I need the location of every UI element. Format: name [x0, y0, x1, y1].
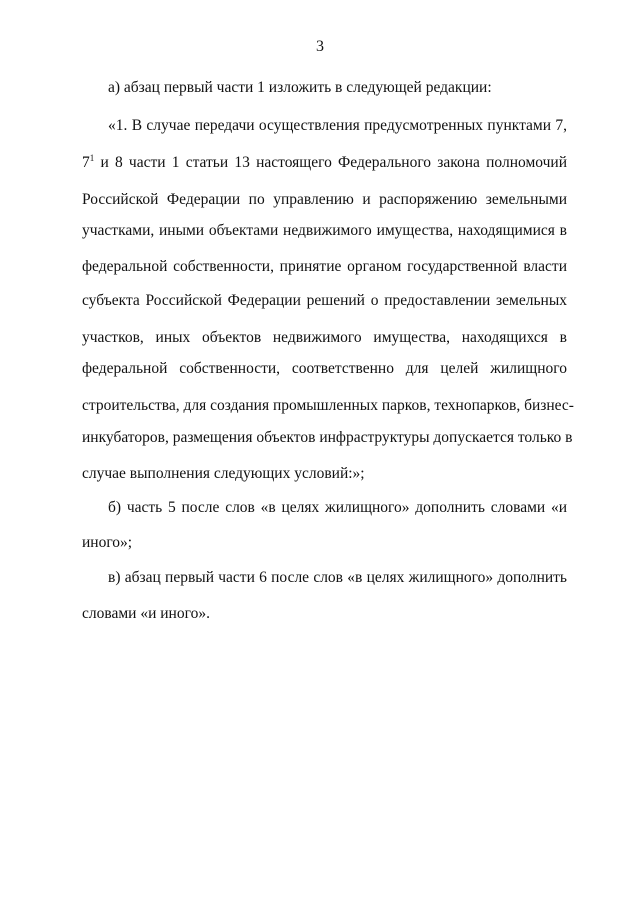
- paragraph-b-line-1: б) часть 5 после слов «в целях жилищного» дополнить словами «и: [108, 499, 567, 516]
- quoted-text-line-3: Российской Федерации по управлению и распоряжению земельными: [82, 191, 567, 208]
- quoted-text-line-2-rest: и 8 части 1 статьи 13 настоящего Федерального закона полномочий: [94, 154, 567, 171]
- quoted-text-line-1: «1. В случае передачи осуществления предусмотренных пунктами 7,: [108, 117, 567, 134]
- item-number: 7: [82, 154, 90, 171]
- quoted-text-line-4: участками, иными объектами недвижимого имущества, находящимися в: [82, 222, 567, 239]
- paragraph-c-line-2: словами «и иного».: [82, 605, 210, 622]
- item-number-superscript: 1: [89, 153, 95, 163]
- paragraph-a-line-1: а) абзац первый части 1 изложить в следующей редакции:: [108, 79, 492, 96]
- quoted-text-line-6: субъекта Российской Федерации решений о предоставлении земельных: [82, 292, 567, 309]
- quoted-text-line-7: участков, иных объектов недвижимого имущества, находящихся в: [82, 329, 567, 346]
- quoted-text-line-10: инкубаторов, размещения объектов инфраструктуры допускается только в: [82, 429, 573, 446]
- page-number: 3: [316, 38, 324, 55]
- quoted-text-line-8: федеральной собственности, соответственно для целей жилищного: [82, 360, 567, 377]
- quoted-text-line-11: случае выполнения следующих условий:»;: [82, 465, 365, 482]
- quoted-text-line-5: федеральной собственности, принятие органом государственной власти: [82, 258, 567, 275]
- paragraph-c-line-1: в) абзац первый части 6 после слов «в целях жилищного» дополнить: [108, 569, 567, 586]
- quoted-text-line-2: [82, 152, 567, 174]
- quoted-text-line-9: строительства, для создания промышленных парков, технопарков, бизнес-: [82, 397, 574, 414]
- paragraph-b-line-2: иного»;: [82, 534, 133, 551]
